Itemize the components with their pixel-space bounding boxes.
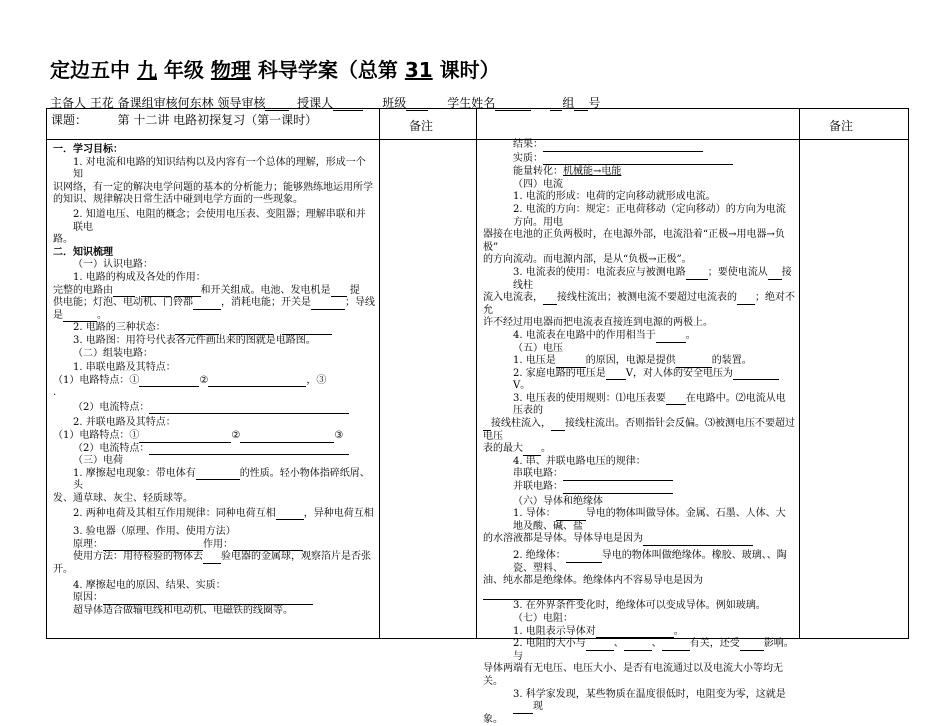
right-column: 结果： 实质： 能量转化：机械能→电能 （四）电流 1. 电流的形成：电荷的定向移动就形成电流。 2. 电流的方向：规定：正电荷移动（定向移动）的方向为电流方向。用电 器接在电池的正负两极时，在电源外部，电流沿着“正极→用电器→负极” 的方向流动。而电源内部，是从“负极→正极”。 3. 电流表的使用：电流表应与被测电路 ；要使电流从 接线柱 流入电流表， 接线柱流出；被测电流不要超过电流表的 ；绝对不允 许不经过用电器而把电流表直接连到电源的两极上。 4. 电流表在电路中的作用相当于 。 （五）电压 1. 电压是 的原因，电源是提供 的装置。 2. 家庭电路的电压是 V，对人体的安全电压为V。 3. 电压表的使用规则：⑴电压表要 在电路中。⑵电流从电压表的 接线柱流入， 接线柱流出。否则指针会反偏。⑶被测电压不要超过电压 表的最大 。 4. 串、并联电路电压的规律： 串联电路： 并联电路： （六）导体和绝缘体 1. 导体： 导电的物体叫做导体。金属、石墨、人体、大地及酸、碱、盐 的水溶液都是导体。导体导电是因为 2. 绝缘体： 导电的物体叫做绝缘体。橡胶、玻璃、、陶瓷、塑料、 油、纯水都是绝缘体。绝缘体内不容易导电是因为 3. 在外界条件变化时，绝缘体可以变成导体。例如玻璃。 （七）电阻： 1. 电阻表示导体对 。 2. 电阻的大小与 、 、 有关，还受 影响。与 导体两端有无电压、电压大小、是否有电流通过以及电流大小等均无关。 3. 科学家发现，某些物质在温度很低时，电阻变为零，这就是现 象。 <box>483 139 795 725</box>
notes-header-1: 备注 <box>409 119 434 133</box>
lesson-table <box>46 108 909 725</box>
document-title: 定边五中 九 年级 物理 科导学案（总第 31 课时） <box>50 58 500 82</box>
lesson-subject: 课题： 第 十二讲 电路初探复习（第一课时） <box>51 113 318 127</box>
meta-line: 主备人 王花 备课组审核何东林 领导审核 授课人 班级 学生姓名 组 号 <box>50 96 601 110</box>
notes-header-2: 备注 <box>829 119 854 133</box>
left-column: 一．学习目标： 1. 对电流和电路的知识结构以及内容有一个总体的理解，形成一个知 识网络，有一定的解决电学问题的基本的分析能力；能够熟练地运用所学 的知识、规律解决日常生活中碰到电学方面的一些现象。 2. 知道电压、电阻的概念；会使用电压表、变阻器；理解串联和并联电 路。 二．知识梳理 （一）认识电路： 1. 电路的构成及各处的作用： 完整的电路由 和开关组成。电池、发电机是 提 供电能；灯泡、电动机、门铃都 ，消耗电能；开关是 ；导线 是 。 2. 电路的三种状态： 3. 电路图：用符号代表各元件画出来的图就是电路图。 （二）组装电路： 1. 串联电路及其特点： （1）电路特点：① ② ，③ . （2）电流特点： 2. 并联电路及其特点： （1）电路特点：① ② ③ （2）电流特点： （三）电荷 1. 摩擦起电现象：带电体有 的性质。轻小物体指碎纸屑、头 发、通草球、灰尘、轻质球等。 2. 两种电荷及其相互作用规律：同种电荷互相 ，异种电荷互相 3. 验电器（原理、作用、使用方法） 原理： 作用： 使用方法：用待检验的物体去 验电器的金属球，观察箔片是否张 开。 4. 摩擦起电的原因、结果、实质： 原因： 超导体适合做输电线和电动机、电磁铁的线圈等。 <box>53 144 375 616</box>
